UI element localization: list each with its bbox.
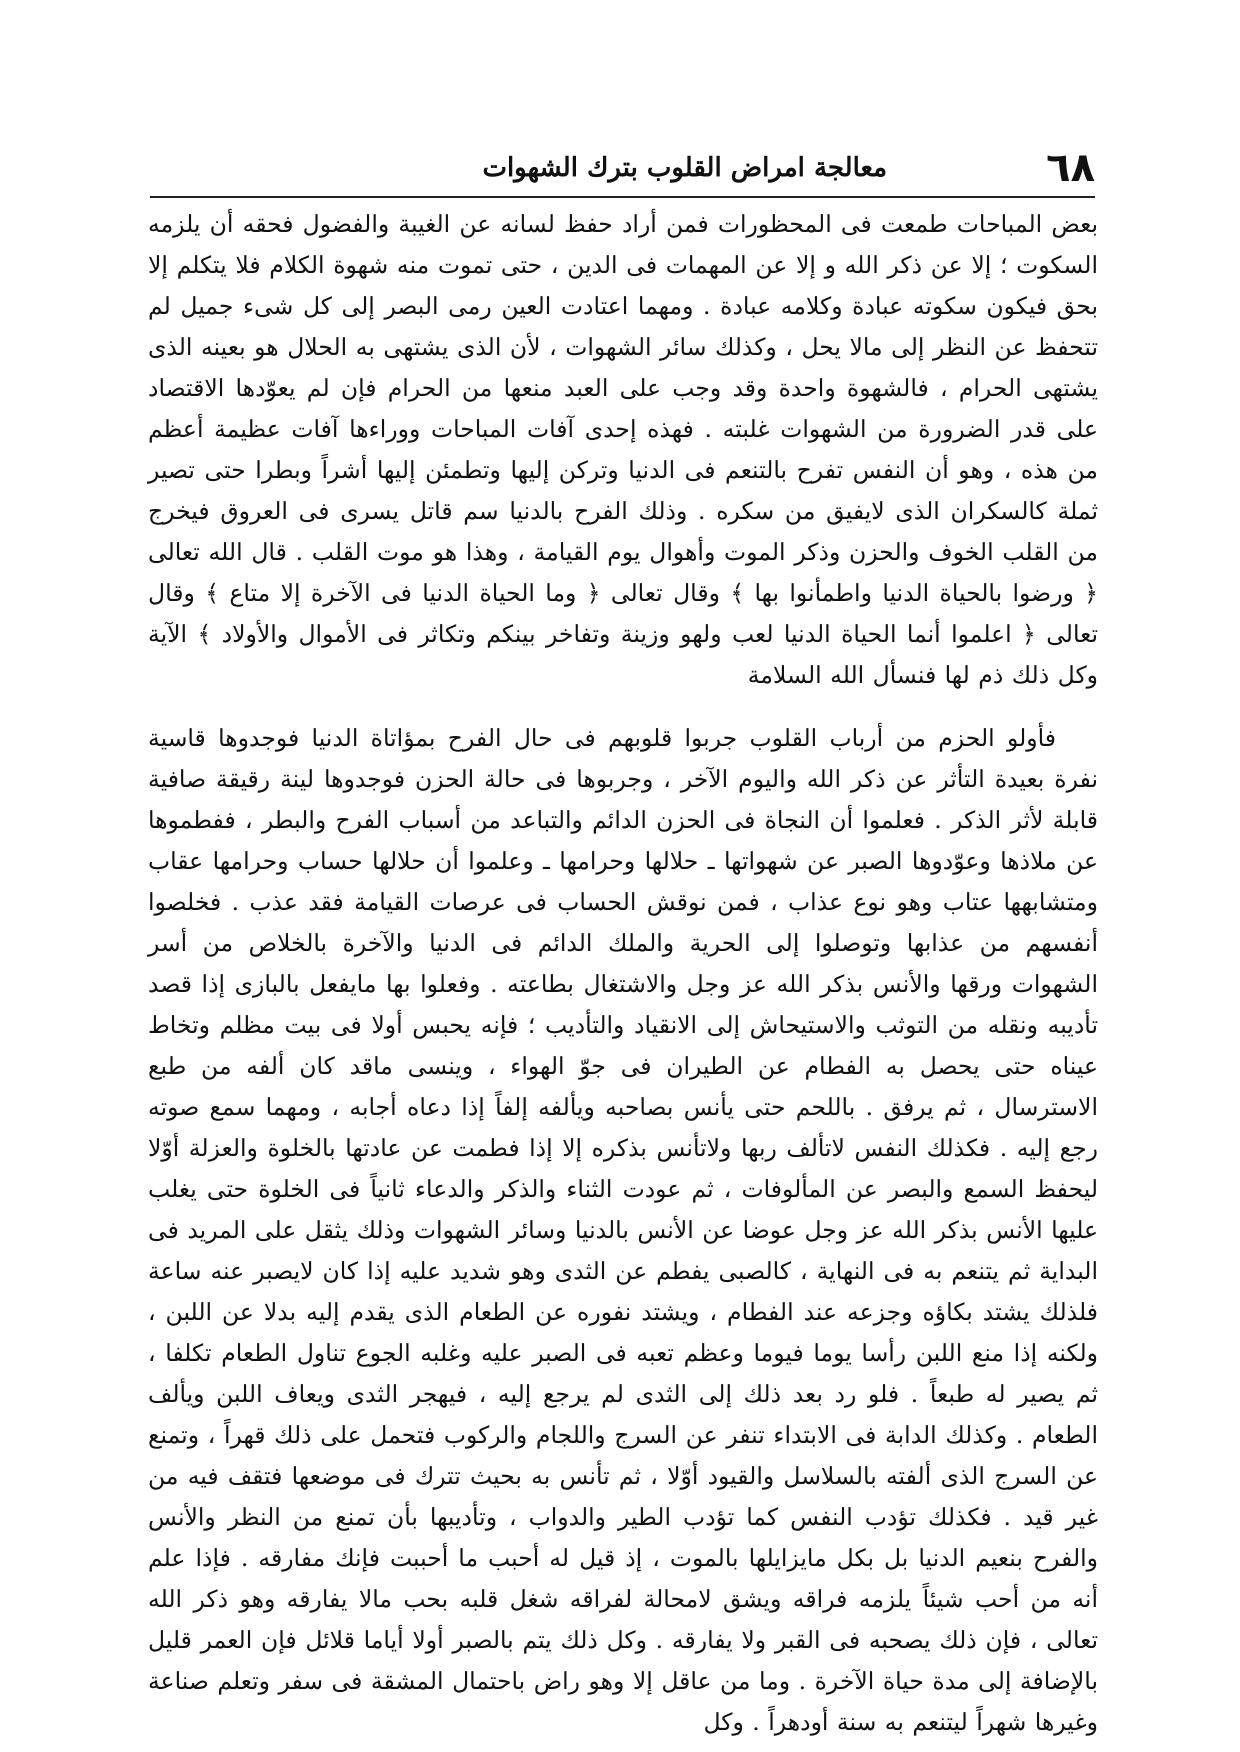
- header-divider: [150, 196, 1095, 198]
- paragraph: فأولو الحزم من أرباب القلوب جربوا قلوبهم فى حال الفرح بمؤاتاة الدنيا فوجدوها قاسية نفرة بعيدة التأثر عن ذكر الله واليوم الآخر ، وجربوها فى حالة الحزن فوجدوها لينة رقيقة صافية قابلة لأثر الذكر . فعلموا أن النجاة فى الحزن الدائم والتباعد من أسباب الفرح والبطر ، ففطموها عن ملاذها وعوّدوها الصبر عن شهواتها ـ حلالها وحرامها ـ وعلموا أن حلالها حساب وحرامها عقاب ومتشابهها عتاب وهو نوع عذاب ، فمن نوقش الحساب فى عرصات القيامة فقد عذب . فخلصوا أنفسهم من عذابها وتوصلوا إلى الحرية والملك الدائم فى الدنيا والآخرة بالخلاص من أسر الشهوات ورقها والأنس بذكر الله عز وجل والاشتغال بطاعته . وفعلوا بها مايفعل بالبازى إذا قصد تأديبه ونقله من التوثب والاستيحاش إلى الانقياد والتأديب ؛ فإنه يحبس أولا فى بيت مظلم وتخاط عيناه حتى يحصل به الفطام عن الطيران فى جوّ الهواء ، وينسى ماقد كان ألفه من طبع الاسترسال ، ثم يرفق . باللحم حتى يأنس بصاحبه ويألفه إلفاً إذا دعاه أجابه ، ومهما سمع صوته رجع إليه . فكذلك النفس لاتألف ربها ولاتأنس بذكره إلا إذا فطمت عن عادتها بالخلوة والعزلة أوّلا ليحفظ السمع والبصر عن المألوفات ، ثم عودت الثناء والذكر والدعاء ثانياً فى الخلوة حتى يغلب عليها الأنس بذكر الله عز وجل عوضا عن الأنس بالدنيا وسائر الشهوات وذلك يثقل على المريد فى البداية ثم يتنعم به فى النهاية ، كالصبى يفطم عن الثدى وهو شديد عليه إذا كان لايصبر عنه ساعة فلذلك يشتد بكاؤه وجزعه عند الفطام ، ويشتد نفوره عن الطعام الذى يقدم إليه بدلا عن اللبن ، ولكنه إذا منع اللبن رأسا يوما فيوما وعظم تعبه فى الصبر عليه وغلبه الجوع تناول الطعام تكلفا ، ثم يصير له طبعاً . فلو رد بعد ذلك إلى الثدى لم يرجع إليه ، فيهجر الثدى ويعاف اللبن ويألف الطعام . وكذلك الدابة فى الابتداء تنفر عن السرج واللجام والركوب فتحمل على ذلك قهراً ، وتمنع عن السرج الذى ألفته بالسلاسل والقيود أوّلا ، ثم تأنس به بحيث تترك فى موضعها فتقف فيه من غير قيد . فكذلك تؤدب النفس كما تؤدب الطير والدواب ، وتأديبها بأن تمنع من النظر والأنس والفرح بنعيم الدنيا بل بكل مايزايلها بالموت ، إذ قيل له أحبب ما أحببت فإنك مفارقه . فإذا علم أنه من أحب شيئاً يلزمه فراقه ويشق لامحالة لفراقه شغل قلبه بحب مالا يفارقه وهو ذكر الله تعالى ، فإن ذلك يصحبه فى القبر ولا يفارقه . وكل ذلك يتم بالصبر أولا أياما قلائل فإن العمر قليل بالإضافة إلى مدة حياة الآخرة . وما من عاقل إلا وهو راض باحتمال المشقة فى سفر وتعلم صناعة وغيرها شهراً ليتنعم به سنة أودهراً . وكل: [148, 724, 1098, 1736]
- page-header: [150, 144, 1095, 192]
- paragraph: بعض المباحات طمعت فى المحظورات فمن أراد حفظ لسانه عن الغيبة والفضول فحقه أن يلزمه السكوت ؛ إلا عن ذكر الله و إلا عن المهمات فى الدين ، حتى تموت منه شهوة الكلام فلا يتكلم إلا بحق فيكون سكوته عبادة وكلامه عبادة . ومهما اعتادت العين رمى البصر إلى كل شىء جميل لم تتحفظ عن النظر إلى مالا يحل ، وكذلك سائر الشهوات ، لأن الذى يشتهى به الحلال هو بعينه الذى يشتهى الحرام ، فالشهوة واحدة وقد وجب على العبد منعها من الحرام فإن لم يعوّدها الاقتصاد على قدر الضرورة من الشهوات غلبته . فهذه إحدى آفات المباحات ووراءها آفات عظيمة أعظم من هذه ، وهو أن النفس تفرح بالتنعم فى الدنيا وتركن إليها وتطمئن إليها أشراً وبطرا حتى تصير ثملة كالسكران الذى لايفيق من سكره . وذلك الفرح بالدنيا سم قاتل يسرى فى العروق فيخرج من القلب الخوف والحزن وذكر الموت وأهوال يوم القيامة ، وهذا هو موت القلب . قال الله تعالى ﴿ ورضوا بالحياة الدنيا واطمأنوا بها ﴾ وقال تعالى ﴿ وما الحياة الدنيا فى الآخرة إلا متاع ﴾ وقال تعالى ﴿ اعلموا أنما الحياة الدنيا لعب ولهو وزينة وتفاخر بينكم وتكاثر فى الأموال والأولاد ﴾ الآية وكل ذلك ذم لها فنسأل الله السلامة: [148, 210, 1099, 689]
- running-title: معالجة امراض القلوب بترك الشهوات: [482, 153, 887, 183]
- body-text: [148, 204, 1098, 1743]
- page-number: ٦٨: [1046, 145, 1095, 191]
